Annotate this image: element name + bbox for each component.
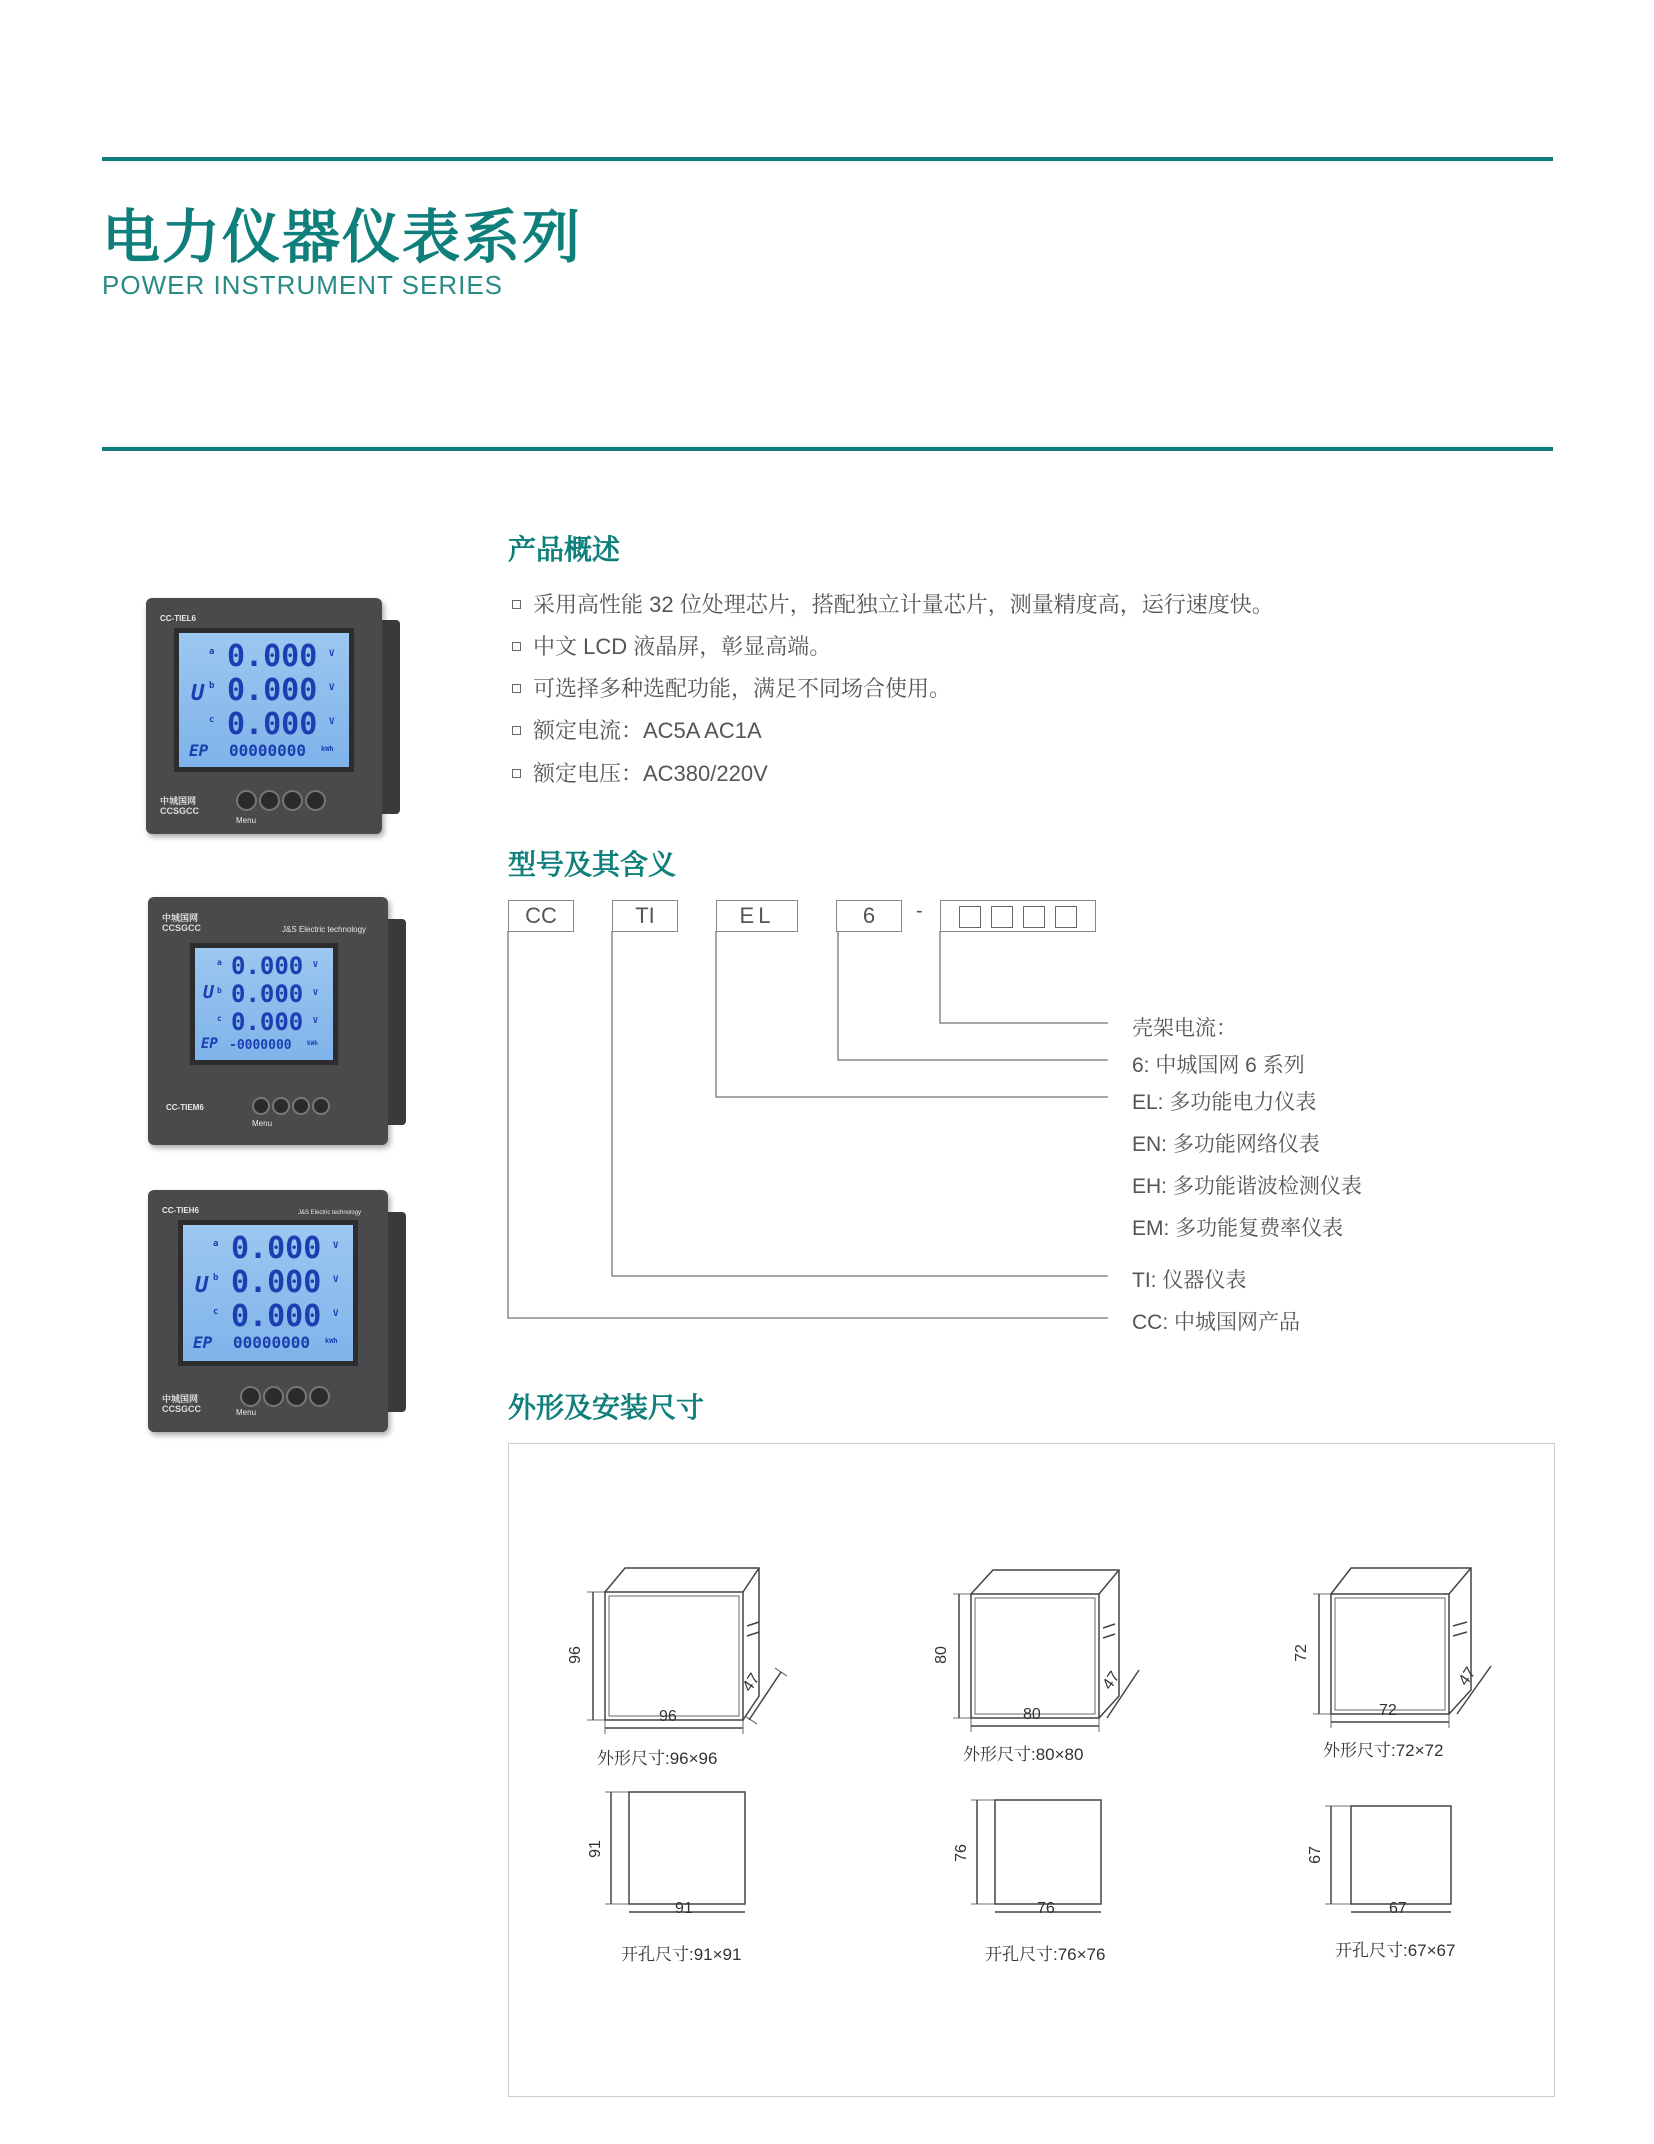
overview-bullet: 中文 LCD 液晶屏，彰显高端。 (512, 630, 831, 661)
dimensions-panel (508, 1443, 1555, 2097)
legend-el: EL: 多功能电力仪表 (1132, 1091, 1317, 1114)
device-model-tag: CC-TIEH6 (162, 1206, 199, 1215)
cutout-height-1: 91 (586, 1840, 604, 1858)
outer-width-3: 72 (1379, 1702, 1397, 1719)
legend-cc: CC: 中城国网产品 (1132, 1311, 1300, 1334)
page-subtitle: POWER INSTRUMENT SERIES (102, 270, 504, 300)
legend-en: EN: 多功能网络仪表 (1132, 1133, 1320, 1156)
overview-bullet: 采用高性能 32 位处理芯片，搭配独立计量芯片，测量精度高，运行速度快。 (512, 588, 1274, 619)
legend-ti: TI: 仪器仪表 (1132, 1269, 1247, 1292)
device-maker: J&S Electric technology (298, 1210, 362, 1216)
lcd-screen: U a 0.000 V b 0.000 V c 0.000 V EP -0000000 kWh (190, 943, 338, 1065)
outer-size-label-1: 外形尺寸:96×96 (597, 1749, 718, 1768)
legend-frame-current: 壳架电流： (1132, 1017, 1237, 1040)
cutout-width-2: 76 (1037, 1900, 1055, 1917)
outer-drawings (509, 1444, 1554, 2096)
model-code-cc: CC (508, 900, 574, 932)
outer-height-2: 80 (932, 1646, 950, 1664)
outer-width-2: 80 (1023, 1706, 1041, 1723)
page-title: 电力仪器仪表系列 (102, 205, 583, 270)
model-title: 型号及其含义 (508, 849, 677, 880)
cutout-width-1: 91 (675, 1900, 693, 1917)
brand-logo: 中城国网 CCSGCC (162, 913, 202, 933)
outer-depth-1: 47 (739, 1670, 764, 1695)
outer-depth-3: 47 (1455, 1664, 1480, 1689)
cutout-size-label-3: 开孔尺寸:67×67 (1335, 1941, 1456, 1960)
device-image-2: 中城国网 CCSGCC J&S Electric technology U a 0.000 V b 0.000 V c 0.000 V EP -0000000 kWh CC-TIEM6 Menu (148, 897, 388, 1145)
cutout-size-label-1: 开孔尺寸:91×91 (621, 1945, 742, 1964)
overview-bullet: 可选择多种选配功能，满足不同场合使用。 (512, 672, 951, 703)
device-maker: J&S Electric technology (282, 925, 367, 934)
overview-title: 产品概述 (508, 534, 621, 565)
model-code-dash: - (916, 900, 923, 922)
overview-bullet: 额定电压：AC380/220V (512, 757, 768, 788)
cutout-width-3: 67 (1389, 1900, 1407, 1917)
legend-series: 6: 中城国网 6 系列 (1132, 1054, 1305, 1077)
overview-bullet: 额定电流：AC5A AC1A (512, 714, 762, 745)
device-model-tag: CC-TIEL6 (160, 614, 196, 623)
device-image-1: CC-TIEL6 U a 0.000 V b 0.000 V c 0.000 V EP 00000000 kWh 中城国网 CCSGCC Menu (146, 598, 382, 834)
model-code-series: 6 (836, 900, 902, 932)
outer-size-label-2: 外形尺寸:80×80 (963, 1745, 1084, 1764)
model-code-el: EL (716, 900, 798, 932)
cutout-height-2: 76 (952, 1844, 970, 1862)
lcd-screen: U a 0.000 V b 0.000 V c 0.000 V EP 00000000 kWh (178, 1220, 358, 1366)
outer-height-3: 72 (1292, 1644, 1310, 1662)
device-image-3: CC-TIEH6 J&S Electric technology U a 0.000 V b 0.000 V c 0.000 V EP 00000000 kWh 中城国网 CCSGCC Menu (148, 1190, 388, 1432)
legend-eh: EH: 多功能谐波检测仪表 (1132, 1175, 1362, 1198)
brand-logo: 中城国网 CCSGCC (162, 1394, 202, 1414)
lcd-screen: U a 0.000 V b 0.000 V c 0.000 V EP 00000000 kWh (174, 628, 354, 772)
brand-logo: 中城国网 CCSGCC (160, 796, 200, 816)
dimensions-title: 外形及安装尺寸 (508, 1392, 705, 1423)
legend-em: EM: 多功能复费率仪表 (1132, 1217, 1344, 1240)
cutout-height-3: 67 (1306, 1846, 1324, 1864)
device-model-tag: CC-TIEM6 (166, 1103, 204, 1112)
outer-size-label-3: 外形尺寸:72×72 (1323, 1741, 1444, 1760)
outer-depth-2: 47 (1099, 1668, 1124, 1693)
model-code-ti: TI (612, 900, 678, 932)
outer-height-1: 96 (566, 1646, 584, 1664)
outer-width-1: 96 (659, 1708, 677, 1725)
cutout-size-label-2: 开孔尺寸:76×76 (985, 1945, 1106, 1964)
